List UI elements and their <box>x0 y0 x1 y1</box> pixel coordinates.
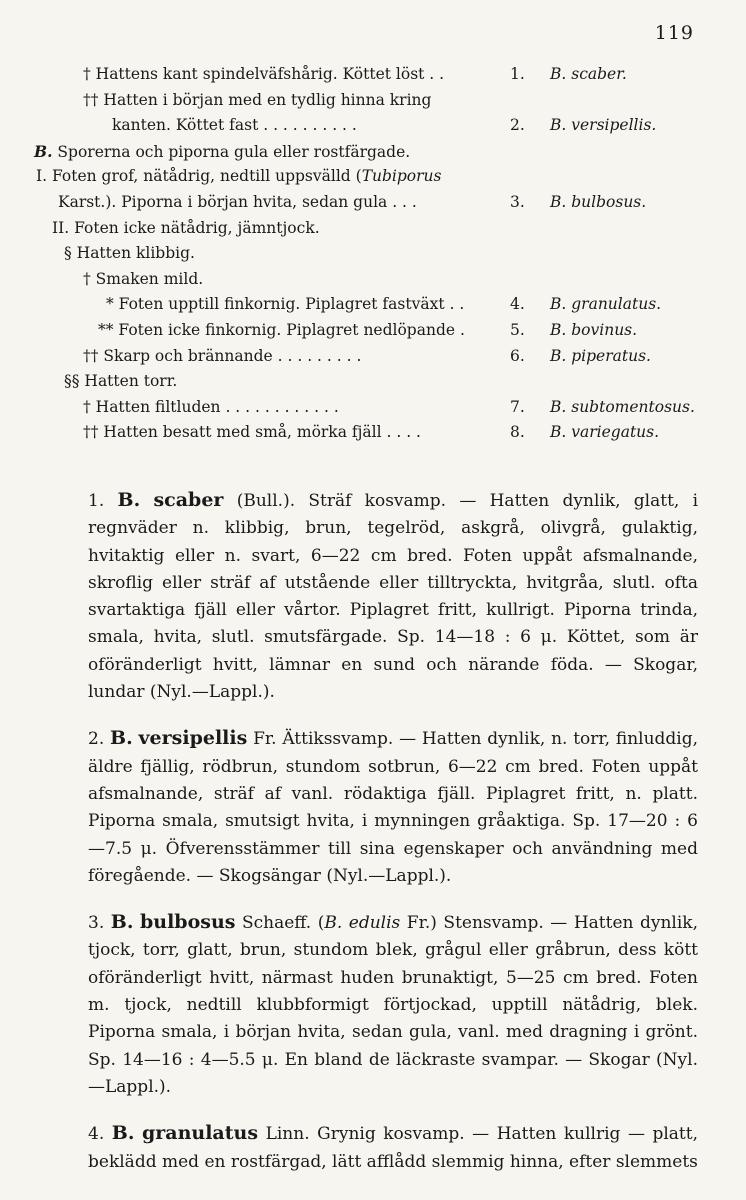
key-line-text: §§ Hatten torr. <box>64 372 178 391</box>
key-line-text: ** Foten icke finkornig. Piplagret nedlöpande . <box>98 320 465 339</box>
key-line-text: Sporerna och piporna gula eller rostfärgade. <box>52 142 411 161</box>
key-line <box>28 292 698 318</box>
entry-text: Stensvamp. — Hatten dynlik, tjock, torr, glatt, brun, stundom blek, grågul eller gråbrun, dess kött oföränderligt hvitt, närmast huden brunaktigt, 5—25 cm bred. Foten m. tjock, nedtill klubbformigt förtjockad, upptill nätådrig, blek. Piporna smala, i början hvita, sedan gula, vanl. med dragning i grönt. Sp. 14—16 : 4—5.5 μ. En bland de läckraste svampar. — Skogar (Nyl. —Lappl.). <box>88 913 699 1097</box>
key-line-text: II. Foten icke nätådrig, jämntjock. <box>52 218 320 237</box>
entry-genus: B. <box>110 727 133 750</box>
key-line-number: 5. <box>510 320 525 339</box>
entry-author: (Bull.). <box>223 491 309 511</box>
key-line <box>28 344 698 370</box>
key-line-species: B. bulbosus. <box>550 192 647 211</box>
key-line <box>28 241 698 267</box>
entry-text: Ättikssvamp. — Hatten dynlik, n. torr, finluddig, äldre fjällig, rödbrun, stundom sotbrun, 6—22 cm bred. Foten uppåt afsmalnande, sträf af vanl. rödaktiga fjäll. Piplagret fritt, n. platt. Piporna smala, smutsigt hvita, i mynningen gråaktiga. Sp. 17—20 : 6—7.5 μ. Öfverensstämmer till sina egenskaper och användning med föregående. — Skogsängar (Nyl.—Lappl.). <box>88 729 699 886</box>
key-line-text: †† Skarp och brännande . . . . . . . . . <box>83 346 362 365</box>
entry-species: bulbosus <box>139 911 236 934</box>
key-line-species: B. subtomentosus. <box>550 397 695 416</box>
key-line-species: B. piperatus. <box>550 346 651 365</box>
key-line-text: † Smaken mild. <box>83 269 204 288</box>
key-line <box>28 190 698 216</box>
entry-text: Grynig kosvamp. — Hatten kullrig — platt, beklädd med en rostfärgad, lätt afflådd slemmig hinna, efter slemmets <box>88 1124 699 1172</box>
identification-key <box>28 62 698 446</box>
entry-author: Linn. <box>258 1124 318 1145</box>
key-line-number: 6. <box>510 346 525 365</box>
page-number: 119 <box>654 22 694 44</box>
key-line <box>28 139 698 165</box>
key-line <box>28 420 698 446</box>
key-section-label: B. <box>34 141 53 161</box>
key-line-text: I. Foten grof, nätådrig, nedtill uppsvälld ( <box>36 167 362 186</box>
key-line-species: B. scaber. <box>550 65 627 83</box>
entry-author-2: Fr.) <box>400 913 444 934</box>
key-line-text: kanten. Köttet fast . . . . . . . . . . <box>112 116 357 135</box>
entry-author: Schaeff. ( <box>235 913 325 934</box>
key-line <box>28 113 698 139</box>
entry-genus: B. <box>111 1122 135 1145</box>
key-line <box>28 395 698 421</box>
key-line-number: 3. <box>510 192 525 211</box>
key-line-species: B. granulatus. <box>550 295 662 314</box>
key-line-species: B. variegatus. <box>550 423 660 442</box>
key-line <box>28 267 698 293</box>
key-line-text: †† Hatten i början med en tydlig hinna kring <box>83 90 432 109</box>
key-line-number: 2. <box>510 116 525 135</box>
entry-genus: B. <box>110 911 134 934</box>
key-line-number: 4. <box>510 295 525 314</box>
entry-number: 1. <box>88 491 105 511</box>
entry-genus: B. <box>117 489 141 511</box>
key-line-species: B. versipellis. <box>550 116 657 135</box>
key-line <box>28 88 698 114</box>
entry-text: Sträf kosvamp. — Hatten dynlik, glatt, i regnväder n. klibbig, brun, tegelröd, askgrå, olivgrå, gulaktig, hvitaktig eller n. svart, 6—22 cm bred. Foten uppåt afsmalnande, skroflig eller sträf af utstående eller tilltryckta, hvitgråa, slutl. ofta svartaktiga fjäll eller vårtor. Piplagret fritt, kullrigt. Piporna trinda, smala, hvita, slutl. smutsfärgade. Sp. 14—18 : 6 μ. Köttet, som är oföränderligt hvitt, lämnar en sund och närande föda. — Skogar, lundar (Nyl.—Lappl.). <box>88 491 699 703</box>
key-line-italic: Tubiporus <box>361 167 442 186</box>
key-line <box>28 369 698 395</box>
entry-species: versipellis <box>138 727 248 750</box>
key-line-text: * Foten upptill finkornig. Piplagret fastväxt . . <box>106 295 465 314</box>
key-line-text: † Hattens kant spindelväfshårig. Köttet löst . . <box>83 65 445 83</box>
key-line-species: B. bovinus. <box>550 320 638 339</box>
species-entry <box>36 487 698 706</box>
entry-number: 2. <box>88 729 105 750</box>
entry-synonym: B. edulis <box>324 913 401 934</box>
species-entry <box>36 909 698 1101</box>
key-line-number: 8. <box>510 423 525 442</box>
key-line-text: § Hatten klibbig. <box>64 244 195 263</box>
species-descriptions <box>36 487 698 1176</box>
entry-species: granulatus <box>141 1122 259 1145</box>
key-line <box>28 318 698 344</box>
key-line <box>28 216 698 242</box>
key-line <box>28 62 698 88</box>
key-line-text: † Hatten filtluden . . . . . . . . . . . . <box>83 397 339 416</box>
key-line-number: 7. <box>510 397 525 416</box>
key-line-number: 1. <box>510 65 525 83</box>
key-line <box>28 164 698 190</box>
entry-number: 4. <box>88 1124 105 1145</box>
entry-species: scaber <box>153 489 224 511</box>
entry-author: Fr. <box>247 729 283 750</box>
key-line-text: †† Hatten besatt med små, mörka fjäll . . . . <box>83 423 421 442</box>
key-line-text: Karst.). Piporna i början hvita, sedan gula . . . <box>58 192 417 211</box>
species-entry <box>36 1120 698 1176</box>
species-entry <box>36 725 698 890</box>
entry-number: 3. <box>88 913 105 934</box>
